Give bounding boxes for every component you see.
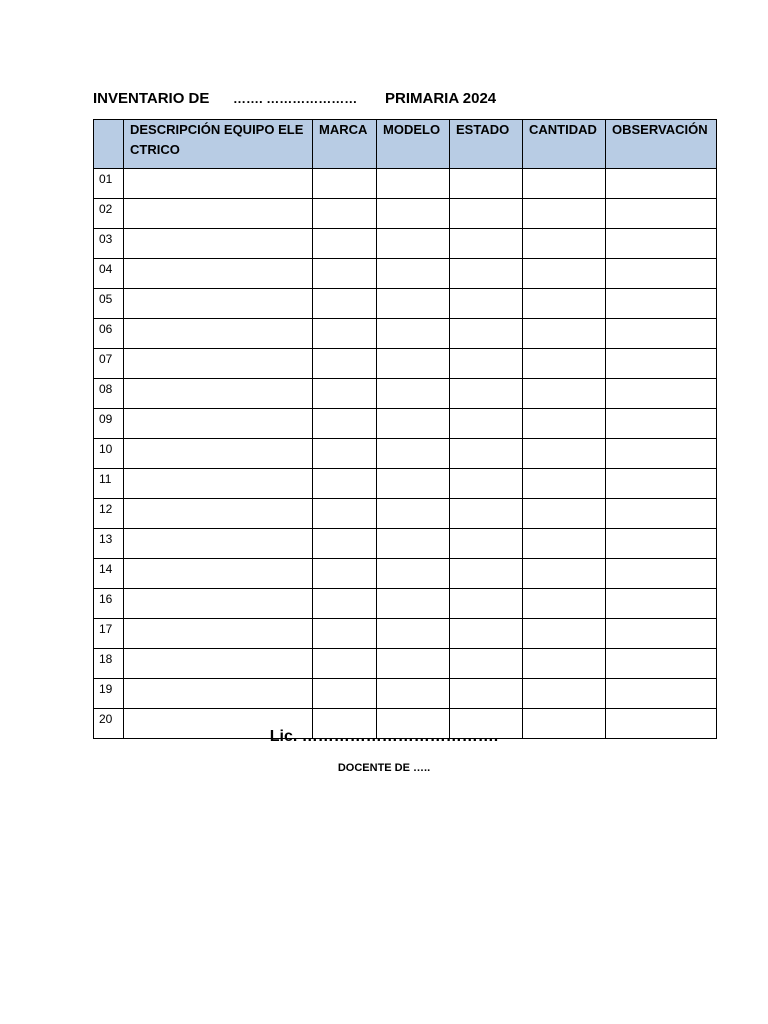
row-number: 11 — [94, 469, 124, 499]
cell-estado[interactable] — [450, 589, 523, 619]
cell-observacion[interactable] — [606, 529, 717, 559]
cell-estado[interactable] — [450, 559, 523, 589]
cell-marca[interactable] — [313, 529, 377, 559]
row-number: 01 — [94, 169, 124, 199]
cell-observacion[interactable] — [606, 649, 717, 679]
cell-marca[interactable] — [313, 559, 377, 589]
cell-modelo[interactable] — [377, 229, 450, 259]
row-number: 04 — [94, 259, 124, 289]
cell-observacion[interactable] — [606, 409, 717, 439]
cell-modelo[interactable] — [377, 559, 450, 589]
cell-descripcion[interactable] — [124, 439, 313, 469]
cell-cantidad[interactable] — [523, 259, 606, 289]
table-row — [94, 649, 717, 679]
cell-descripcion[interactable] — [124, 289, 313, 319]
cell-marca[interactable] — [313, 229, 377, 259]
cell-marca[interactable] — [313, 379, 377, 409]
header-modelo: MODELO — [377, 120, 450, 169]
cell-cantidad[interactable] — [523, 619, 606, 649]
cell-estado[interactable] — [450, 259, 523, 289]
title-blank-dots: ……. ………………… — [233, 91, 358, 106]
cell-estado[interactable] — [450, 679, 523, 709]
table-row — [94, 379, 717, 409]
cell-cantidad[interactable] — [523, 589, 606, 619]
cell-observacion[interactable] — [606, 499, 717, 529]
table-row — [94, 349, 717, 379]
cell-marca[interactable] — [313, 619, 377, 649]
cell-descripcion[interactable] — [124, 229, 313, 259]
table-row — [94, 289, 717, 319]
table-row — [94, 229, 717, 259]
table-body — [94, 169, 717, 739]
cell-cantidad[interactable] — [523, 409, 606, 439]
cell-modelo[interactable] — [377, 529, 450, 559]
cell-descripcion[interactable] — [124, 679, 313, 709]
cell-marca[interactable] — [313, 199, 377, 229]
cell-cantidad[interactable] — [523, 439, 606, 469]
cell-estado[interactable] — [450, 619, 523, 649]
cell-modelo[interactable] — [377, 469, 450, 499]
cell-modelo[interactable] — [377, 619, 450, 649]
cell-observacion[interactable] — [606, 319, 717, 349]
row-number: 03 — [94, 229, 124, 259]
header-estado: ESTADO — [450, 120, 523, 169]
cell-modelo[interactable] — [377, 259, 450, 289]
header-marca: MARCA — [313, 120, 377, 169]
table-row — [94, 199, 717, 229]
cell-modelo[interactable] — [377, 589, 450, 619]
cell-descripcion[interactable] — [124, 319, 313, 349]
cell-marca[interactable] — [313, 469, 377, 499]
row-number: 18 — [94, 649, 124, 679]
cell-marca[interactable] — [313, 679, 377, 709]
cell-cantidad[interactable] — [523, 649, 606, 679]
cell-cantidad[interactable] — [523, 229, 606, 259]
header-number — [94, 120, 124, 169]
table-row — [94, 469, 717, 499]
cell-descripcion[interactable] — [124, 469, 313, 499]
cell-estado[interactable] — [450, 499, 523, 529]
cell-descripcion[interactable] — [124, 169, 313, 199]
cell-estado[interactable] — [450, 439, 523, 469]
row-number: 17 — [94, 619, 124, 649]
cell-estado[interactable] — [450, 289, 523, 319]
table-row — [94, 499, 717, 529]
row-number: 10 — [94, 439, 124, 469]
cell-cantidad[interactable] — [523, 319, 606, 349]
cell-observacion[interactable] — [606, 289, 717, 319]
table-row — [94, 409, 717, 439]
row-number: 09 — [94, 409, 124, 439]
cell-modelo[interactable] — [377, 409, 450, 439]
table-row — [94, 169, 717, 199]
cell-cantidad[interactable] — [523, 529, 606, 559]
cell-estado[interactable] — [450, 529, 523, 559]
signature-role: DOCENTE DE ….. — [337, 762, 431, 774]
row-number: 13 — [94, 529, 124, 559]
table-row — [94, 319, 717, 349]
row-number: 19 — [94, 679, 124, 709]
cell-cantidad[interactable] — [523, 289, 606, 319]
cell-descripcion[interactable] — [124, 349, 313, 379]
cell-descripcion[interactable] — [124, 619, 313, 649]
cell-observacion[interactable] — [606, 439, 717, 469]
cell-descripcion[interactable] — [124, 589, 313, 619]
cell-cantidad[interactable] — [523, 679, 606, 709]
cell-marca[interactable] — [313, 289, 377, 319]
row-number: 12 — [94, 499, 124, 529]
table-header-row — [94, 120, 717, 169]
cell-modelo[interactable] — [377, 289, 450, 319]
cell-cantidad[interactable] — [523, 379, 606, 409]
row-number: 05 — [94, 289, 124, 319]
cell-cantidad[interactable] — [523, 349, 606, 379]
cell-marca[interactable] — [313, 439, 377, 469]
cell-observacion[interactable] — [606, 619, 717, 649]
table-row — [94, 619, 717, 649]
table-row — [94, 259, 717, 289]
cell-observacion[interactable] — [606, 229, 717, 259]
header-descripcion: DESCRIPCIÓN EQUIPO ELECTRICO — [124, 120, 313, 169]
cell-descripcion[interactable] — [124, 499, 313, 529]
table-row — [94, 559, 717, 589]
cell-estado[interactable] — [450, 469, 523, 499]
table-row — [94, 589, 717, 619]
cell-descripcion[interactable] — [124, 409, 313, 439]
cell-estado[interactable] — [450, 319, 523, 349]
title-primaria: PRIMARIA 2024 — [385, 90, 497, 107]
cell-observacion[interactable] — [606, 679, 717, 709]
cell-estado[interactable] — [450, 169, 523, 199]
cell-marca[interactable] — [313, 169, 377, 199]
cell-observacion[interactable] — [606, 349, 717, 379]
table-row — [94, 529, 717, 559]
row-number: 20 — [94, 709, 124, 739]
row-number: 16 — [94, 589, 124, 619]
cell-estado[interactable] — [450, 379, 523, 409]
cell-cantidad[interactable] — [523, 199, 606, 229]
cell-descripcion[interactable] — [124, 559, 313, 589]
signature-line: Lic. ………………………………. — [269, 728, 499, 745]
cell-modelo[interactable] — [377, 379, 450, 409]
header-cantidad: CANTIDAD — [523, 120, 606, 169]
cell-modelo[interactable] — [377, 439, 450, 469]
cell-modelo[interactable] — [377, 679, 450, 709]
cell-estado[interactable] — [450, 229, 523, 259]
cell-cantidad[interactable] — [523, 169, 606, 199]
cell-modelo[interactable] — [377, 199, 450, 229]
cell-observacion[interactable] — [606, 559, 717, 589]
cell-cantidad[interactable] — [523, 469, 606, 499]
cell-modelo[interactable] — [377, 319, 450, 349]
cell-observacion[interactable] — [606, 469, 717, 499]
row-number: 14 — [94, 559, 124, 589]
cell-modelo[interactable] — [377, 169, 450, 199]
row-number: 07 — [94, 349, 124, 379]
inventory-table — [93, 119, 717, 739]
document-title — [93, 88, 715, 110]
cell-marca[interactable] — [313, 499, 377, 529]
cell-cantidad[interactable] — [523, 499, 606, 529]
cell-observacion[interactable] — [606, 589, 717, 619]
cell-descripcion[interactable] — [124, 529, 313, 559]
cell-estado[interactable] — [450, 409, 523, 439]
row-number: 08 — [94, 379, 124, 409]
cell-modelo[interactable] — [377, 349, 450, 379]
row-number: 06 — [94, 319, 124, 349]
table-row — [94, 679, 717, 709]
cell-modelo[interactable] — [377, 649, 450, 679]
title-inventario: INVENTARIO DE — [93, 90, 210, 107]
cell-observacion[interactable] — [606, 169, 717, 199]
cell-descripcion[interactable] — [124, 649, 313, 679]
header-observacion: OBSERVACIÓN — [606, 120, 717, 169]
cell-observacion[interactable] — [606, 259, 717, 289]
cell-marca[interactable] — [313, 319, 377, 349]
cell-observacion[interactable] — [606, 199, 717, 229]
cell-descripcion[interactable] — [124, 379, 313, 409]
cell-descripcion[interactable] — [124, 259, 313, 289]
cell-modelo[interactable] — [377, 499, 450, 529]
cell-marca[interactable] — [313, 649, 377, 679]
cell-estado[interactable] — [450, 349, 523, 379]
cell-observacion[interactable] — [606, 379, 717, 409]
cell-marca[interactable] — [313, 259, 377, 289]
cell-marca[interactable] — [313, 349, 377, 379]
cell-marca[interactable] — [313, 589, 377, 619]
row-number: 02 — [94, 199, 124, 229]
cell-estado[interactable] — [450, 649, 523, 679]
cell-descripcion[interactable] — [124, 199, 313, 229]
cell-estado[interactable] — [450, 199, 523, 229]
cell-cantidad[interactable] — [523, 559, 606, 589]
cell-marca[interactable] — [313, 409, 377, 439]
table-row — [94, 439, 717, 469]
